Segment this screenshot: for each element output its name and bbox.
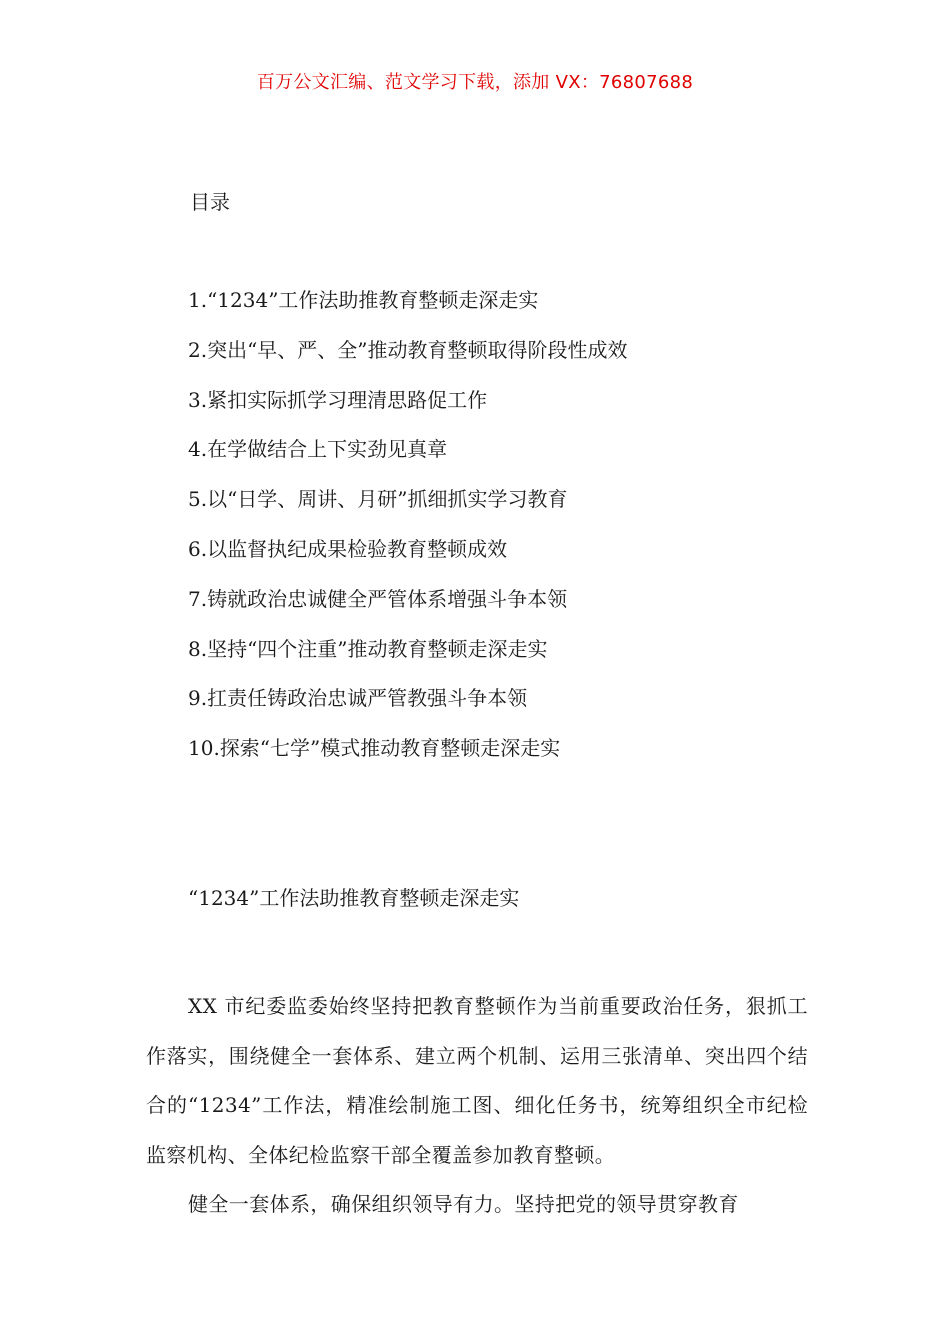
toc-item: 1.“1234”工作法助推教育整顿走深走实 — [188, 288, 539, 312]
toc-title: 目录 — [190, 190, 230, 214]
toc-list — [188, 286, 628, 784]
toc-item: 7.铸就政治忠诚健全严管体系增强斗争本领 — [188, 586, 568, 611]
article-title: “1234”工作法助推教育整顿走深走实 — [188, 886, 520, 910]
body-paragraph: XX 市纪委监委始终坚持把教育整顿作为当前重要政治任务，狠抓工作落实，围绕健全一套体系、建立两个机制、运用三张清单、突出四个结合的“1234”工作法，精准绘制施工图、细化任务书，统筹组织全市纪检监察机构、全体纪检监察干部全覆盖参加教育整顿。 — [146, 994, 808, 1167]
toc-item: 9.扛责任铸政治忠诚严管教强斗争本领 — [188, 686, 528, 711]
toc-item: 10.探索“七学”模式推动教育整顿走深走实 — [188, 736, 561, 761]
header-notice: 百万公文汇编、范文学习下载，添加 VX：76807688 — [256, 72, 694, 93]
article-body — [146, 982, 808, 1230]
toc-item: 8.坚持“四个注重”推动教育整顿走深走实 — [188, 636, 548, 661]
toc-item: 6.以监督执纪成果检验教育整顿成效 — [188, 536, 508, 561]
body-paragraph: 健全一套体系，确保组织领导有力。坚持把党的领导贯穿教育 — [188, 1192, 739, 1216]
toc-item: 2.突出“早、严、全”推动教育整顿取得阶段性成效 — [188, 337, 628, 362]
toc-item: 5.以“日学、周讲、月研”抓细抓实学习教育 — [188, 487, 568, 512]
toc-item: 3.紧扣实际抓学习理清思路促工作 — [188, 387, 488, 412]
toc-item: 4.在学做结合上下实劲见真章 — [188, 437, 448, 462]
